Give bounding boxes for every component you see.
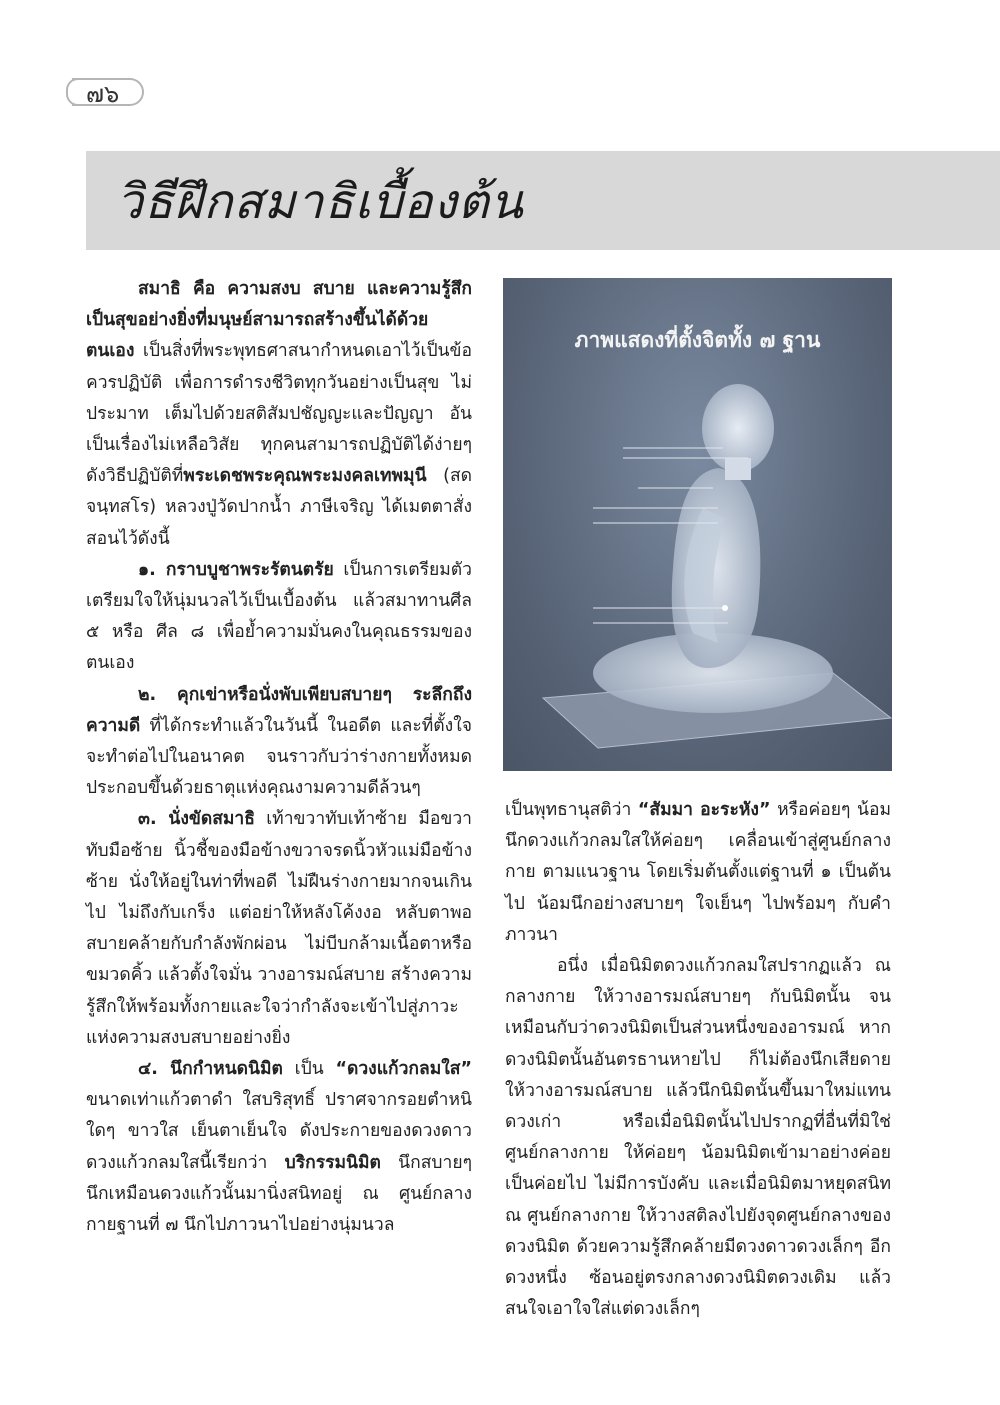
step-1-paragraph: ๑. กราบบูชาพระรัตนตรัย เป็นการเตรียมตัวเตรียมใจให้นุ่มนวลไว้เป็นเบื้องต้น แล้วสมาทานศีล ๕ หรือ ศีล ๘ เพื่อย้ำความมั่นคงในคุณธรรมของตนเอง	[86, 559, 472, 674]
figure-title: ภาพแสดงที่ตั้งจิตทั้ง ๗ ฐาน	[574, 328, 821, 352]
intro-paragraph: สมาธิ คือ ความสงบ สบาย และความรู้สึกเป็นสุขอย่างยิ่งที่มนุษย์สามารถสร้างขึ้นได้ด้วยตนเอง เป็นสิ่งที่พระพุทธศาสนากำหนดเอาไว้เป็นข้อควรปฏิบัติ เพื่อการดำรงชีวิตทุกวันอย่างเป็นสุข ไม่ประมาท เต็มไปด้วยสติสัมปชัญญะและปัญญา อันเป็นเรื่องไม่เหลือวิสัย ทุกคนสามารถปฏิบัติได้ง่ายๆ ดังวิธีปฏิบัติที่พระเดชพระคุณพระมงคลเทพมุนี (สด จนฺทสโร) หลวงปู่วัดปากน้ำ ภาษีเจริญ ได้เมตตาสั่งสอนไว้ดังนี้	[86, 279, 472, 549]
step-3-paragraph: ๓. นั่งขัดสมาธิ เท้าขวาทับเท้าซ้าย มือขวาทับมือซ้าย นิ้วชี้ของมือข้างขวาจรดนิ้วหัวแม่มือข้างซ้าย นั่งให้อยู่ในท่าที่พอดี ไม่ฝืนร่างกายมากจนเกินไป ไม่ถึงกับเกร็ง แต่อย่าให้หลังโค้งงอ หลับตาพอสบายคล้ายกับกำลังพักผ่อน ไม่บีบกล้ามเนื้อตาหรือขมวดคิ้ว แล้วตั้งใจมั่น วางอารมณ์สบาย สร้างความรู้สึกให้พร้อมทั้งกายและใจว่ากำลังจะเข้าไปสู่ภาวะแห่งความสงบสบายอย่างยิ่ง	[86, 809, 473, 1048]
step-2-paragraph: ๒. คุกเข่าหรือนั่งพับเพียบสบายๆ ระลึกถึงความดี ที่ได้กระทำแล้วในวันนี้ ในอดีต และที่ตั้งใจจะทำต่อไปในอนาคต จนราวกับว่าร่างกายทั้งหมดประกอบขึ้นด้วยธาตุแห่งคุณงามความดีล้วนๆ	[86, 684, 472, 799]
seated-figure-illustration	[503, 278, 892, 771]
step-4-paragraph: ๔. นึกกำหนดนิมิต เป็น “ดวงแก้วกลมใส” ขนาดเท่าแก้วตาดำ ใสบริสุทธิ์ ปราศจากรอยตำหนิใดๆ ขาวใส เย็นตาเย็นใจ ดังประกายของดวงดาว ดวงแก้วกลมใสนี้เรียกว่า บริกรรมนิมิต นึกสบายๆ นึกเหมือนดวงแก้วนั้นมานิ่งสนิทอยู่ ณ ศูนย์กลางกายฐานที่ ๗ นึกไปภาวนาไปอย่างนุ่มนวล	[86, 1059, 472, 1236]
continuation-paragraph: เป็นพุทธานุสติว่า “สัมมา อะระหัง” หรือค่อยๆ น้อมนึกดวงแก้วกลมใสให้ค่อยๆ เคลื่อนเข้าสู่ศูนย์กลางกาย ตามแนวฐาน โดยเริ่มต้นตั้งแต่ฐานที่ ๑ เป็นต้นไป น้อมนึกอย่างสบายๆ ใจเย็นๆ ไปพร้อมๆ กับคำภาวนา	[505, 800, 892, 945]
page-number: ๗๖	[86, 80, 120, 108]
nimitta-paragraph: อนึ่ง เมื่อนิมิตดวงแก้วกลมใสปรากฏแล้ว ณ กลางกาย ให้วางอารมณ์สบายๆ กับนิมิตนั้น จนเหมือนกับว่าดวงนิมิตเป็นส่วนหนึ่งของอารมณ์ หากดวงนิมิตนั้นอันตรธานหายไป ก็ไม่ต้องนึกเสียดาย ให้วางอารมณ์สบาย แล้วนึกนิมิตนั้นขึ้นมาใหม่แทนดวงเก่า หรือเมื่อนิมิตนั้นไปปรากฏที่อื่นที่มิใช่ศูนย์กลางกาย ให้ค่อยๆ น้อมนิมิตเข้ามาอย่างค่อยเป็นค่อยไป ไม่มีการบังคับ และเมื่อนิมิตมาหยุดสนิท ณ ศูนย์กลางกาย ให้วางสติลงไปยังจุดศูนย์กลางของดวงนิมิต ด้วยความรู้สึกคล้ายมีดวงดาวดวงเล็กๆ อีกดวงหนึ่ง ซ้อนอยู่ตรงกลางดวงนิมิตดวงเดิม แล้วสนใจเอาใจใส่แต่ดวงเล็กๆ	[505, 956, 891, 1320]
meditation-figure	[503, 278, 892, 771]
right-column	[505, 795, 891, 1325]
left-column	[86, 274, 472, 1241]
page-title: วิธีฝึกสมาธิเบื้องต้น	[116, 174, 524, 230]
